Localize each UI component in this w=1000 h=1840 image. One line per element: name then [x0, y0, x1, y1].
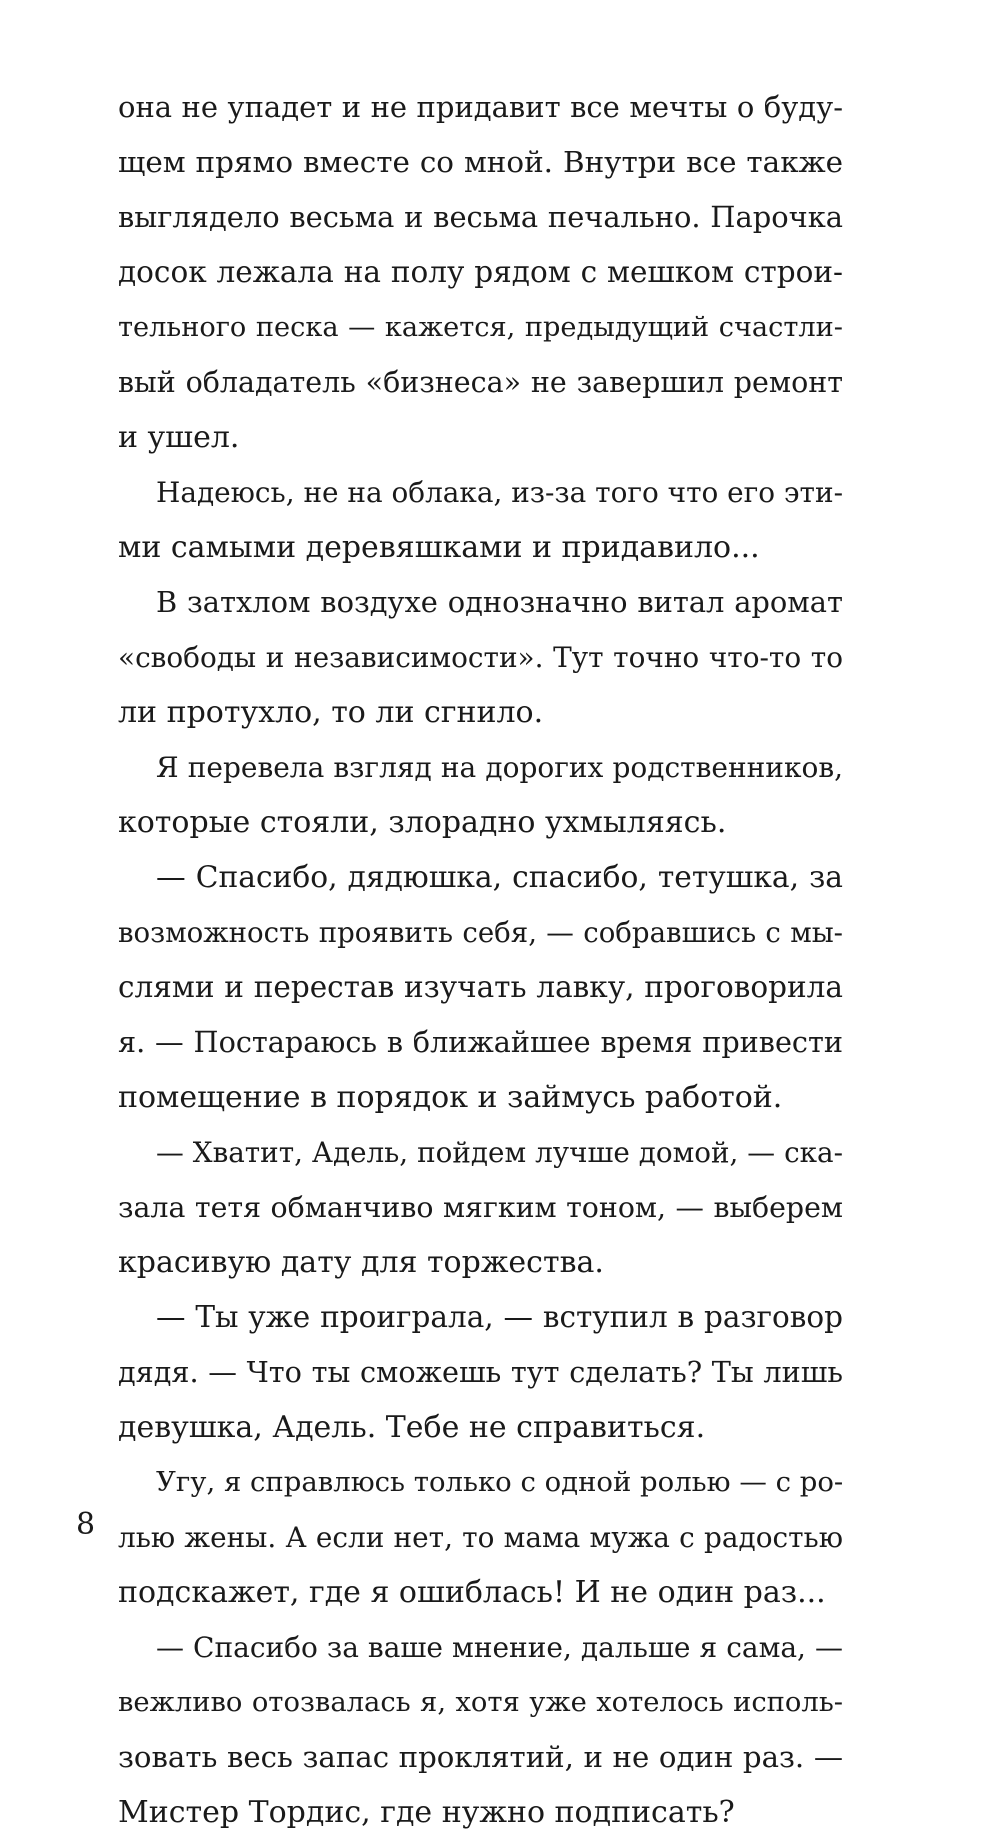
text-line: дядя. — Что ты сможешь тут сделать? Ты лишь [118, 1355, 843, 1389]
text-line: зала тетя обманчиво мягким тоном, — выберем [118, 1191, 843, 1224]
paragraph [118, 1125, 843, 1290]
text-line: вый обладатель «бизнеса» не завершил ремонт [118, 366, 843, 399]
text-line: она не упадет и не придавит все мечты о буду- [118, 90, 843, 124]
text-line: ми самыми деревяшками и придавило... [118, 530, 760, 565]
body-text [118, 80, 843, 1840]
text-line: — Хватит, Адель, пойдем лучше домой, — ска- [156, 1136, 843, 1169]
text-line: досок лежала на полу рядом с мешком строи- [118, 255, 843, 289]
text-line: «свободы и независимости». Тут точно что-то то [118, 641, 843, 674]
text-line: которые стояли, злорадно ухмыляясь. [118, 805, 727, 840]
text-line: В затхлом воздухе однозначно витал аромат [156, 585, 843, 619]
text-line: — Ты уже проиграла, — вступил в разговор [156, 1300, 843, 1334]
text-line: ли протухло, то ли сгнило. [118, 695, 544, 730]
text-line: вежливо отозвалась я, хотя уже хотелось исполь- [118, 1687, 843, 1718]
paragraph [118, 740, 843, 850]
paragraph [118, 1290, 843, 1455]
text-line: красивую дату для торжества. [118, 1245, 604, 1280]
text-line: и ушел. [118, 420, 240, 455]
text-line: Я перевела взгляд на дорогих родственников, [156, 751, 843, 784]
text-line: Мистер Тордис, где нужно подписать? [118, 1795, 735, 1830]
paragraph [118, 1455, 843, 1620]
text-line: — Спасибо за ваше мнение, дальше я сама, — [156, 1631, 843, 1664]
paragraph [118, 465, 843, 575]
paragraph [118, 850, 843, 1125]
text-line: слями и перестав изучать лавку, проговорила [118, 970, 843, 1004]
text-line: выглядело весьма и весьма печально. Парочка [118, 200, 843, 234]
text-line: — Спасибо, дядюшка, спасибо, тетушка, за [156, 860, 843, 895]
text-line: возможность проявить себя, — собравшись с мы- [118, 916, 843, 949]
text-line: я. — Постараюсь в ближайшее время привести [118, 1025, 843, 1059]
text-line: помещение в порядок и займусь работой. [118, 1080, 783, 1115]
paragraph [118, 575, 843, 740]
paragraph [118, 80, 843, 465]
text-line: зовать весь запас проклятий, и не один раз. — [118, 1740, 843, 1774]
page-number: 8 [76, 1507, 96, 1542]
text-line: тельного песка — кажется, предыдущий счастли- [118, 312, 843, 343]
text-line: щем прямо вместе со мной. Внутри все также [118, 145, 843, 179]
text-line: Угу, я справлюсь только с одной ролью — с ро- [156, 1466, 844, 1498]
paragraph [118, 1620, 843, 1840]
text-line: девушка, Адель. Тебе не справиться. [118, 1410, 706, 1445]
text-line: лью жены. А если нет, то мама мужа с радостью [118, 1521, 843, 1554]
text-line: Надеюсь, не на облака, из-за того что его эти- [156, 476, 843, 509]
text-line: подскажет, где я ошиблась! И не один раз... [118, 1575, 826, 1610]
